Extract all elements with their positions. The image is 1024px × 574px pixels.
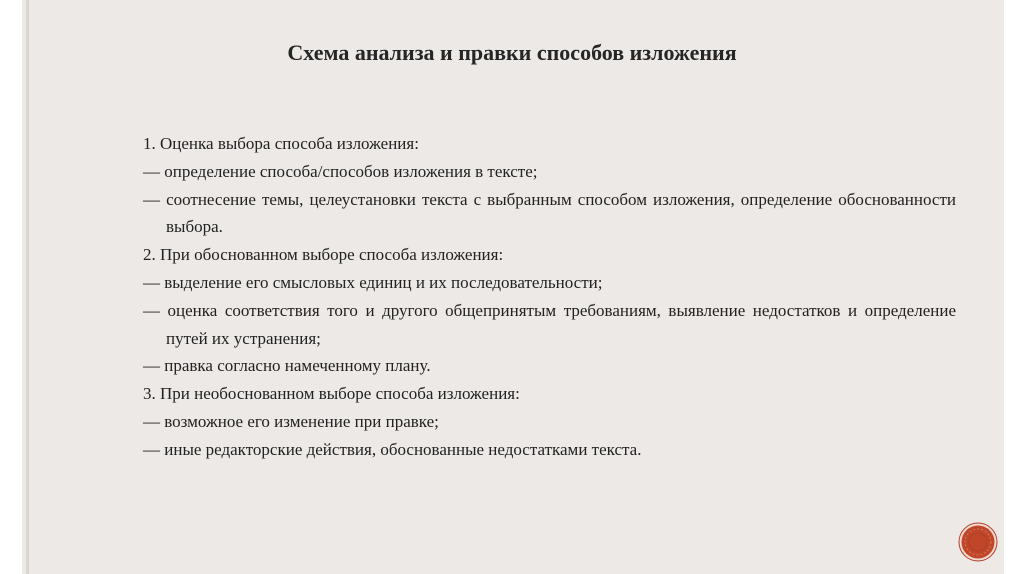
list-item-heading-2: 2. При обоснованном выборе способа изложения:	[143, 245, 504, 265]
list-item: — соотнесение темы, целеустановки текста с выбранным способом изложения, определение обоснованности выбора.	[143, 189, 956, 237]
list-item: — определение способа/способов изложения в тексте;	[143, 161, 538, 181]
list-item: — правка согласно намеченному плану.	[143, 356, 431, 376]
list-item: — возможное его изменение при правке;	[143, 411, 439, 431]
slide-content	[143, 130, 956, 464]
list-item: — иные редакторские действия, обоснованные недостатками текста.	[143, 439, 642, 459]
list-item-heading-1: 1. Оценка выбора способа изложения:	[143, 134, 419, 153]
list-item-heading-3: 3. При необоснованном выборе способа изложения:	[143, 384, 520, 404]
slide-title: Схема анализа и правки способов изложения	[287, 40, 737, 65]
list-item: — выделение его смысловых единиц и их последовательности;	[143, 272, 603, 292]
slide-edge-line	[26, 0, 29, 574]
list-item: — оценка соответствия того и другого общепринятым требованиям, выявление недостатков и определение путей их устранения;	[143, 300, 956, 348]
slide-number-circle-icon	[958, 522, 998, 562]
